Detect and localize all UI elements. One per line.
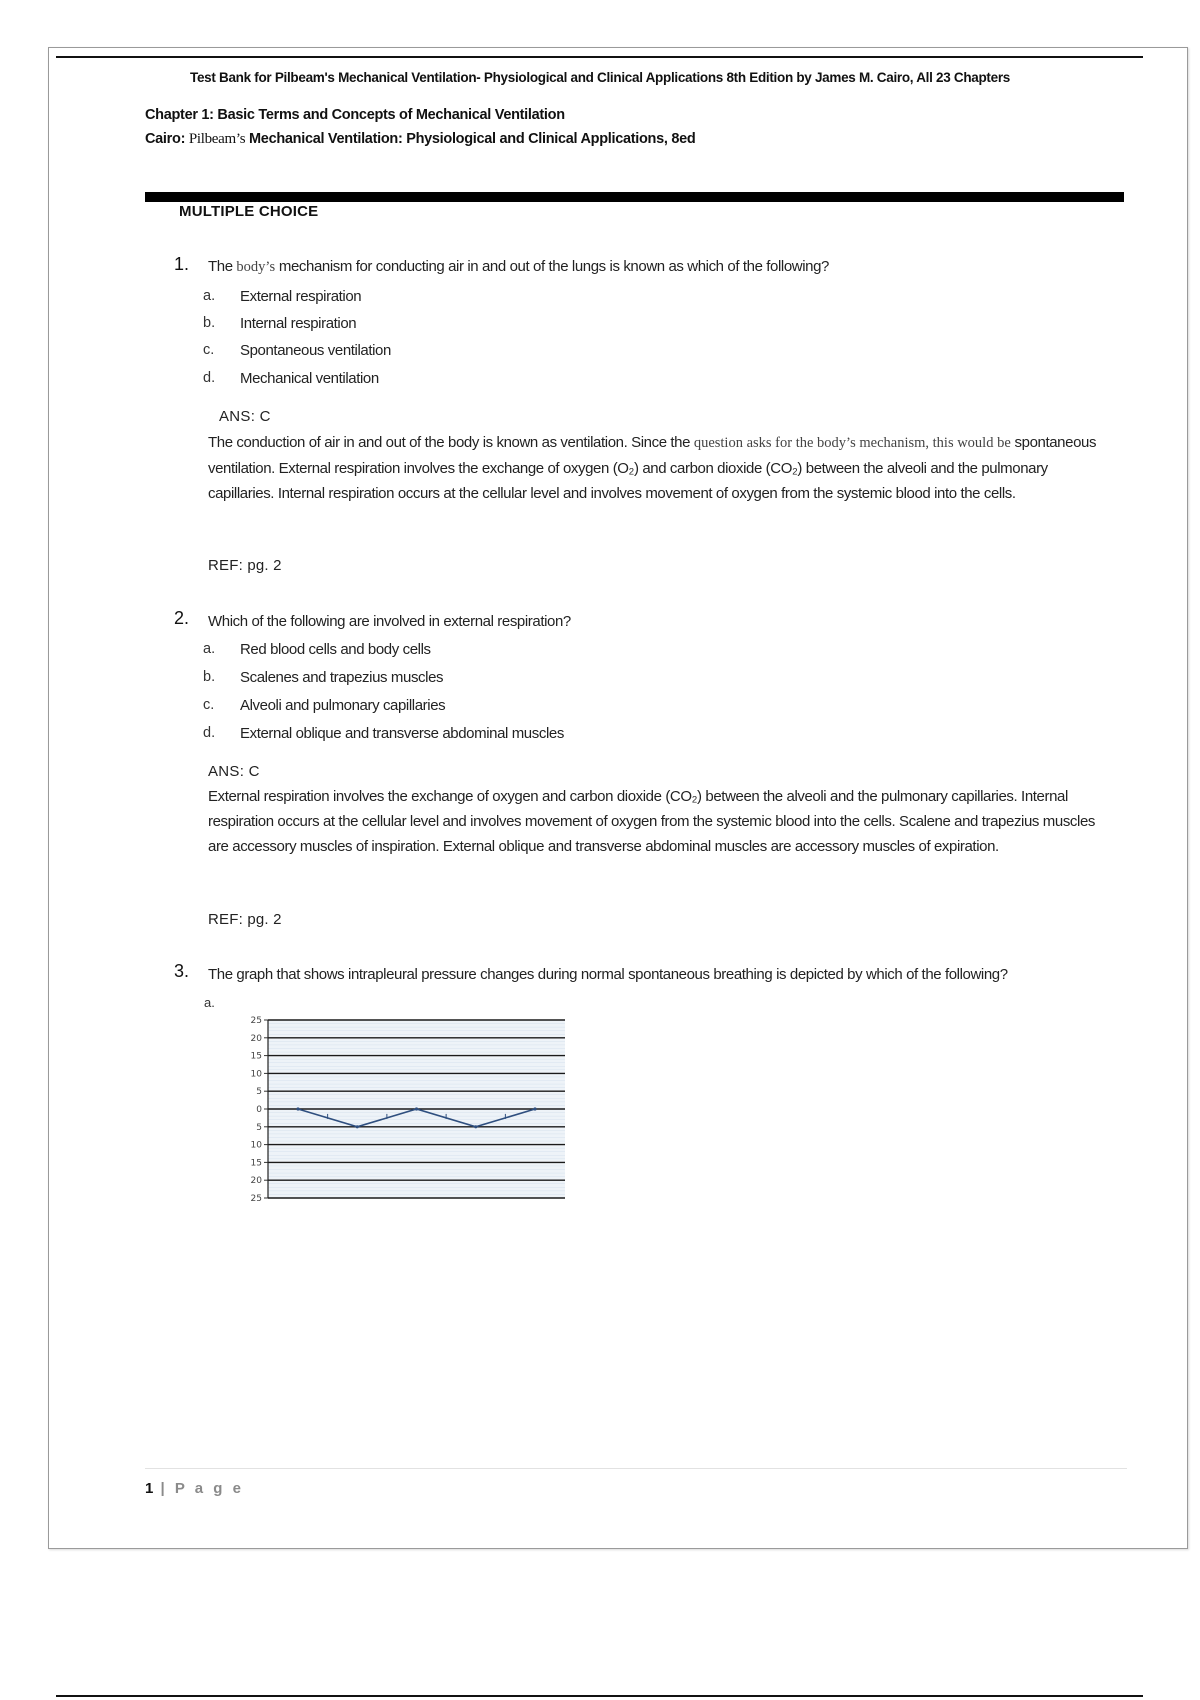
question-1-stem	[208, 258, 829, 276]
chart-y-tick-label: 5	[256, 1087, 262, 1098]
intrapleural-pressure-chart	[230, 1012, 570, 1202]
q3-option-a-letter: a.	[204, 995, 215, 1010]
chart-y-tick-label: 25	[250, 1194, 262, 1202]
q1-answer: ANS: C	[219, 408, 271, 425]
footer-line	[145, 1468, 1127, 1469]
book-serif: Pilbeam’s	[188, 131, 246, 147]
q1-ref: REF: pg. 2	[208, 557, 282, 574]
q1-stem-pre: The	[208, 258, 237, 275]
chart-data-point	[533, 1107, 536, 1110]
q2-option-d-letter: d.	[203, 725, 216, 741]
q2-option-d: External oblique and transverse abdominal muscles	[240, 725, 564, 742]
q1-option-d-letter: d.	[203, 370, 216, 386]
chart-data-point	[296, 1107, 299, 1110]
page-label: | P a g e	[153, 1480, 244, 1497]
q1-rationale-serif: question asks for the body’s mechanism, this would be	[693, 435, 1011, 451]
q2-option-a: Red blood cells and body cells	[240, 641, 431, 658]
book-prefix: Cairo:	[145, 131, 189, 147]
section-label: MULTIPLE CHOICE	[179, 203, 319, 220]
q2-answer: ANS: C	[208, 763, 260, 780]
bottom-rule	[56, 1695, 1143, 1697]
q2-ref: REF: pg. 2	[208, 911, 282, 928]
chart-y-tick-label: 0	[256, 1105, 262, 1115]
q1-rationale-post: spontaneous ventilation. External respiration involves the exchange of oxygen (O₂) and carbon dioxide (CO₂) between the alveoli and the pulmonary capillaries. Internal respiration occurs at the cellular level and involves movement of oxygen from the systemic blood into the cells.	[208, 434, 1097, 502]
chart-data-point	[356, 1125, 359, 1128]
q1-option-b-letter: b.	[203, 315, 216, 331]
chart-y-tick-label: 5	[256, 1122, 262, 1133]
book-title	[145, 131, 695, 148]
q1-option-a-letter: a.	[203, 288, 216, 304]
chart-y-tick-label: 15	[250, 1051, 262, 1062]
q1-option-d: Mechanical ventilation	[240, 370, 379, 387]
q2-option-b: Scalenes and trapezius muscles	[240, 669, 444, 686]
q1-option-c: Spontaneous ventilation	[240, 342, 391, 359]
q2-option-b-letter: b.	[203, 669, 216, 685]
q1-rationale	[208, 430, 1113, 506]
q1-option-c-letter: c.	[203, 342, 215, 358]
chart-y-tick-label: 25	[250, 1016, 262, 1026]
section-bar	[145, 192, 1124, 202]
q3-option-a-chart	[230, 1012, 570, 1202]
chart-y-tick-label: 10	[250, 1140, 262, 1151]
question-3-stem: The graph that shows intrapleural pressure changes during normal spontaneous breathing is depicted by which of the following?	[208, 966, 1008, 983]
chart-data-point	[415, 1107, 418, 1110]
q1-stem-serif: body’s	[236, 259, 276, 275]
q2-option-c-letter: c.	[203, 697, 215, 713]
chart-data-point	[474, 1125, 477, 1128]
book-rest: Mechanical Ventilation: Physiological and Clinical Applications, 8ed	[245, 131, 696, 147]
test-bank-title: Test Bank for Pilbeam's Mechanical Ventilation- Physiological and Clinical Applications 8th Edition by James M. Cairo, All 23 Chapters	[190, 70, 1010, 85]
question-2-stem: Which of the following are involved in external respiration?	[208, 613, 571, 630]
chart-y-tick-label: 10	[250, 1069, 262, 1080]
q2-option-c: Alveoli and pulmonary capillaries	[240, 697, 446, 714]
question-1-number: 1.	[174, 254, 190, 274]
question-2-number: 2.	[174, 608, 190, 628]
chart-y-tick-label: 15	[250, 1158, 262, 1169]
page-footer	[145, 1480, 244, 1497]
chart-y-tick-label: 20	[250, 1033, 262, 1044]
page-number: 1	[145, 1480, 154, 1497]
top-rule	[56, 56, 1143, 58]
q1-option-a: External respiration	[240, 288, 362, 305]
question-3-number: 3.	[174, 961, 190, 981]
q1-rationale-pre: The conduction of air in and out of the body is known as ventilation. Since the	[208, 434, 694, 451]
q1-stem-post: mechanism for conducting air in and out of the lungs is known as which of the following?	[275, 258, 829, 275]
q1-option-b: Internal respiration	[240, 315, 357, 332]
q2-option-a-letter: a.	[203, 641, 216, 657]
q2-rationale: External respiration involves the exchange of oxygen and carbon dioxide (CO₂) between the alveoli and the pulmonary capillaries. Internal respiration occurs at the cellular level and involves movement of oxygen from the systemic blood into the cells. Scalene and trapezius muscles are accessory muscles of inspiration. External oblique and transverse abdominal muscles are accessory muscles of expiration.	[208, 788, 1095, 855]
chart-y-tick-label: 20	[250, 1176, 262, 1187]
chapter-title: Chapter 1: Basic Terms and Concepts of Mechanical Ventilation	[145, 107, 565, 123]
